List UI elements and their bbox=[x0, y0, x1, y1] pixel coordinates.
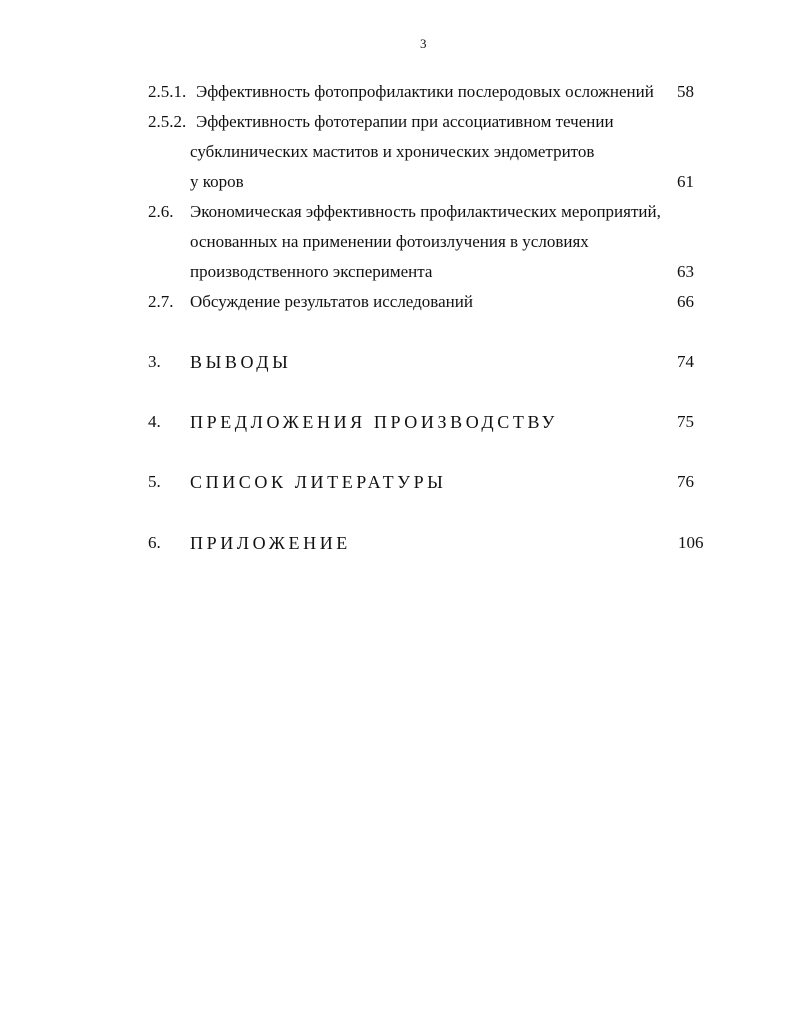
toc-entry-title-continuation: основанных на применении фотоизлучения в условиях bbox=[190, 232, 589, 251]
toc-entry-page: 58 bbox=[677, 82, 694, 101]
toc-entry-page: 75 bbox=[677, 412, 694, 431]
toc-entry-title: ПРЕДЛОЖЕНИЯ ПРОИЗВОДСТВУ bbox=[190, 412, 558, 432]
toc-entry-number: 2.6. bbox=[148, 202, 174, 221]
page-number: 3 bbox=[420, 36, 427, 51]
toc-entry-page: 66 bbox=[677, 292, 694, 311]
toc-entry-number: 2.5.1. bbox=[148, 82, 187, 101]
toc-entry-title-continuation: производственного эксперимента bbox=[190, 262, 433, 281]
toc-entry-title: Обсуждение результатов исследований bbox=[190, 292, 473, 311]
toc-entry-title: ВЫВОДЫ bbox=[190, 352, 292, 372]
toc-entry-page: 76 bbox=[677, 472, 694, 491]
toc-entry-number: 2.7. bbox=[148, 292, 174, 311]
toc-entry-title: Экономическая эффективность профилактических мероприятий, bbox=[190, 202, 661, 221]
toc-entry-number: 2.5.2. bbox=[148, 112, 187, 131]
toc-entry-title-continuation: субклинических маститов и хронических эндометритов bbox=[190, 142, 595, 161]
toc-entry-number: 3. bbox=[148, 352, 161, 371]
toc-entry-page: 106 bbox=[678, 533, 704, 552]
toc-entry-title: Эффективность фотопрофилактики послеродовых осложнений bbox=[196, 82, 654, 101]
toc-entry-number: 6. bbox=[148, 533, 161, 552]
toc-entry-title: ПРИЛОЖЕНИЕ bbox=[190, 533, 351, 553]
toc-entry-number: 4. bbox=[148, 412, 161, 431]
toc-entry-number: 5. bbox=[148, 472, 161, 491]
toc-entry-title: СПИСОК ЛИТЕРАТУРЫ bbox=[190, 472, 447, 492]
toc-entry-title-continuation: у коров bbox=[190, 172, 244, 191]
toc-entry-page: 74 bbox=[677, 352, 694, 371]
toc-entry-page: 63 bbox=[677, 262, 694, 281]
toc-entry-title: Эффективность фототерапии при ассоциативном течении bbox=[196, 112, 614, 131]
toc-entry-page: 61 bbox=[677, 172, 694, 191]
